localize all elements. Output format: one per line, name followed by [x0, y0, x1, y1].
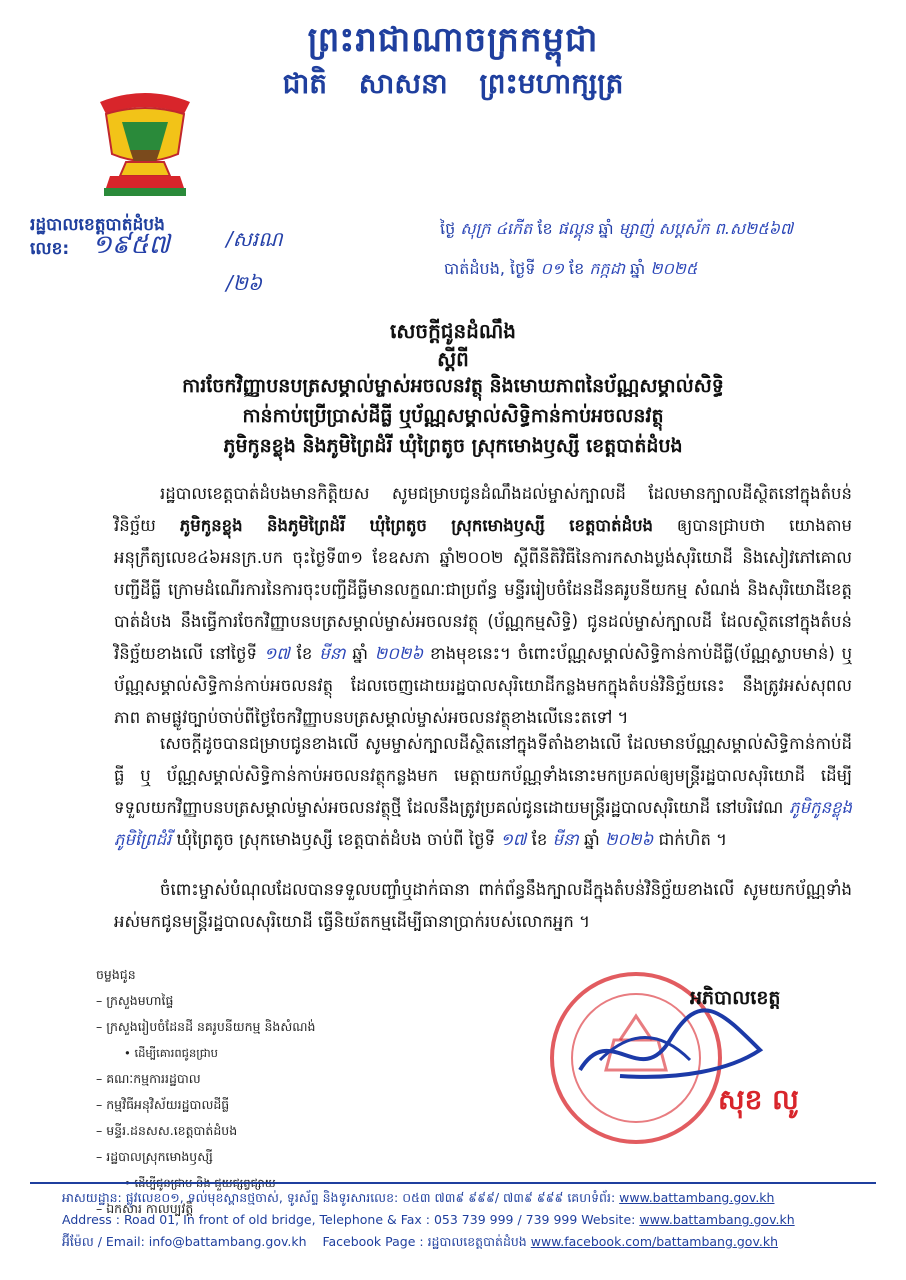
body-paragraph-1	[114, 478, 852, 734]
cc-item-label: គណៈកម្មការរដ្ឋបាល	[106, 1071, 201, 1086]
cc-subnote-label: ដើម្បីគោរពជូនជ្រាប	[134, 1046, 218, 1060]
start-year-label: ឆ្នាំ	[584, 830, 600, 849]
website-link[interactable]: www.battambang.gov.kh	[619, 1190, 775, 1205]
buddhist-era: ព.ស២៥៦៧	[714, 219, 794, 238]
cc-item: – មន្ទីរ.ដនសស.ខេត្តបាត់ដំបង	[96, 1123, 238, 1138]
distribution-month: មីនា	[319, 644, 346, 663]
reference-year: /២៦	[226, 271, 263, 295]
paragraph-1-location: ភូមិកូនខ្លុង និងភូមិព្រៃដំរី ឃុំព្រៃតូច ស្រុកមោងឫស្សី ខេត្តបាត់ដំបង	[179, 516, 654, 535]
lunar-date-prefix: ថ្ងៃ	[440, 219, 456, 238]
solar-month: កក្កដា	[589, 259, 625, 278]
footer-address-english-text: Address : Road 01, In front of old bridge, Telephone & Fax : 053 739 999 / 739 999 Website:	[62, 1212, 636, 1227]
cc-item-label: កម្មវិធីអនុវិស័យរដ្ឋបាលដីធ្លី	[106, 1097, 230, 1112]
solar-year: ២០២៥	[650, 259, 698, 278]
cc-item-label: មន្ទីរ.ដនសស.ខេត្តបាត់ដំបង	[106, 1123, 238, 1138]
email-link[interactable]: info@battambang.gov.kh	[148, 1234, 307, 1249]
solar-year-label: ឆ្នាំ	[630, 259, 646, 278]
lunar-year-label: ឆ្នាំ	[598, 219, 614, 238]
paragraph-2-location: ឃុំព្រៃតូច ស្រុកមោងឫស្សី ខេត្តបាត់ដំបង ចាប់ពី ថ្ងៃទី	[176, 830, 496, 849]
lunar-year: ម្សាញ់ សប្តស័ក	[618, 219, 710, 238]
start-month-label: ខែ	[531, 830, 548, 849]
reference-suffix: /សរណ	[226, 227, 283, 251]
solar-date-prefix: បាត់ដំបង, ថ្ងៃទី	[444, 259, 536, 278]
distribution-year: ២០២៦	[374, 644, 424, 663]
cc-heading: ចម្លងជូន	[96, 967, 136, 982]
cc-item: – ក្រសួងមហាផ្ទៃ	[96, 993, 174, 1008]
reference-number: ១៩៥៧	[92, 230, 170, 260]
facebook-link[interactable]: www.facebook.com/battambang.gov.kh	[530, 1234, 779, 1249]
footer-address-khmer-text: អាសយដ្ឋាន: ផ្លូវលេខ០១, ទល់មុខស្ពានថ្មចាស់, ទូរស័ព្ទ និងទូរសារលេខ: ០៥៣ ៧៣៩ ៩៩៩/ ៧៣៩ ៩៩៩ គេហទំព័រ:	[62, 1190, 616, 1205]
lunar-month-label: ខែ	[537, 219, 553, 238]
lunar-month: ផល្គុន	[557, 219, 594, 238]
start-year: ២០២៦	[604, 830, 654, 849]
lunar-day: សុក្រ ៤កើត	[460, 219, 533, 238]
start-day: ១៧	[500, 830, 527, 849]
solar-month-label: ខែ	[569, 259, 585, 278]
paragraph-2-end: ជាក់ហិត ។	[658, 830, 728, 849]
footer-address-english	[62, 1212, 795, 1227]
facebook-label: Facebook Page : រដ្ឋបាលខេត្តបាត់ដំបង	[322, 1234, 527, 1249]
distribution-month-label: ខែ	[296, 644, 313, 663]
website-link[interactable]: www.battambang.gov.kh	[639, 1212, 795, 1227]
paragraph-1-intro: រដ្ឋបាលខេត្តបាត់ដំបងមានកិត្តិយស សូមជម្រាបជូនដំណឹងដល់ម្ចាស់ក្បាលដី ដែលមានក្បាលដីស្ថិតនៅក្នុងតំបន់វិនិច្ឆ័យ	[114, 484, 852, 535]
cc-item-label: ក្រសួងមហាផ្ទៃ	[106, 993, 174, 1008]
paragraph-1-conclusion: ខាងមុខនេះ។ ចំពោះប័ណ្ណសម្គាល់សិទ្ធិកាន់កាប់ដីធ្លី(ប័ណ្ណស្លាបមាន់) ឬ ប័ណ្ណសម្គាល់សិទ្ធិកាន់កាប់អចលនវត្ថុ ដែលចេញដោយរដ្ឋបាលសុរិយោដីកន្លងមកក្នុងតំបន់វិនិច្ឆ័យនេះ នឹងត្រូវអស់សុពលភាព តាមផ្លូវច្បាប់ចាប់ពីថ្ងៃចែកវិញ្ញាបនបត្រសម្គាល់ម្ចាស់អចលនវត្ថុខាងលើនេះតទៅ ។	[114, 644, 853, 727]
cc-item-label: រដ្ឋបាលស្រុកមោងឫស្សី	[106, 1149, 213, 1164]
paragraph-2-main: សេចក្តីដូចបានជម្រាបជូនខាងលើ សូមម្ចាស់ក្បាលដីស្ថិតនៅក្នុងទីតាំងខាងលើ ដែលមានប័ណ្ណសម្គាល់សិទ្ធិកាន់កាប់ដីធ្លី ឬ ប័ណ្ណសម្គាល់សិទ្ធិកាន់កាប់អចលនវត្ថុកន្លងមក មេត្តាយកប័ណ្ណទាំងនោះមកប្រគល់ឲ្យមន្ត្រីរដ្ឋបាលសុរិយោដី ដើម្បីទទួលយកវិញ្ញាបនបត្រសម្គាល់ម្ចាស់អចលនវត្ថុថ្មី ដែលនឹងត្រូវប្រគល់ជូនដោយមន្ត្រីរដ្ឋបាលសុរិយោដី នៅបរិវេណ	[114, 734, 852, 817]
issuing-authority: រដ្ឋបាលខេត្តបាត់ដំបង	[30, 215, 165, 235]
notice-title: សេចក្តីជូនដំណឹង	[390, 319, 516, 343]
lunar-date-line	[440, 218, 793, 242]
distribution-day: ១៧	[263, 644, 290, 663]
signatory-title: អភិបាលខេត្ត	[690, 987, 781, 1009]
cc-item: – រដ្ឋបាលស្រុកមោងឫស្សី	[96, 1149, 213, 1164]
email-label: អ៊ីម៉ែល / Email:	[62, 1234, 145, 1249]
reference-label: លេខ:	[30, 239, 70, 259]
notice-subject-label: ស្តីពី	[437, 347, 469, 371]
solar-day: ០១	[540, 259, 564, 278]
body-paragraph-3: ចំពោះម្ចាស់បំណុលដែលបានទទួលបញ្ចាំឬដាក់ធានា ពាក់ព័ន្ធនឹងក្បាលដីក្នុងតំបន់វិនិច្ឆ័យខាងលើ សូមយកប័ណ្ណទាំងអស់មកជូនមន្ត្រីរដ្ឋបាលសុរិយោដី ធ្វើនិយ័តកម្មដើម្បីធានាប្រាក់របស់លោកអ្នក ។	[114, 880, 852, 931]
cc-item-label: ឯកសារ កាលប្បវត្តិ	[106, 1201, 194, 1216]
distribution-year-label: ឆ្នាំ	[352, 644, 368, 663]
national-motto: ជាតិ សាសនា ព្រះមហាក្សត្រ	[282, 67, 624, 100]
footer-divider	[30, 1182, 876, 1184]
cc-item: – គណៈកម្មការរដ្ឋបាល	[96, 1071, 201, 1086]
cc-item: – ក្រសួងរៀបចំដែនដី នគរូបនីយកម្ម និងសំណង់	[96, 1019, 316, 1034]
notice-subject-line-1: ការចែកវិញ្ញាបនបត្រសម្គាល់ម្ចាស់អចលនវត្ថុ និងមោឃភាពនៃប័ណ្ណសម្គាល់សិទ្ធិ	[182, 375, 724, 397]
cc-item: – ឯកសារ កាលប្បវត្តិ	[96, 1201, 194, 1216]
footer-address-khmer	[62, 1190, 774, 1209]
distribution-place: ភូមិកូនខ្លុង ភូមិព្រៃដំរី	[114, 798, 853, 849]
cc-item-label: ក្រសួងរៀបចំដែនដី នគរូបនីយកម្ម និងសំណង់	[106, 1019, 316, 1034]
cc-item: – កម្មវិធីអនុវិស័យរដ្ឋបាលដីធ្លី	[96, 1097, 230, 1112]
signatory-name: សុខ លូ	[718, 1083, 799, 1116]
kingdom-heading: ព្រះរាជាណាចក្រកម្ពុជា	[307, 20, 599, 60]
notice-subject-line-3: ភូមិកូនខ្លុង និងភូមិព្រៃដំរី ឃុំព្រៃតូច ស្រុកមោងឫស្សី ខេត្តបាត់ដំបង	[223, 435, 683, 457]
notice-subject-line-2: កាន់កាប់ប្រើប្រាស់ដីធ្លី ឬប័ណ្ណសម្គាល់សិទ្ធិកាន់កាប់អចលនវត្ថុ	[242, 405, 664, 427]
cc-subnote: • ដើម្បីគោរពជូនជ្រាប	[124, 1046, 218, 1060]
footer-contact	[62, 1234, 778, 1253]
province-emblem-icon	[86, 92, 204, 202]
body-paragraph-2	[114, 728, 852, 856]
start-month: មីនា	[552, 830, 579, 849]
solar-date-line	[444, 258, 697, 282]
paragraph-1-main: ឲ្យបានជ្រាបថា យោងតាមអនុក្រឹត្យលេខ៤៦អនក្រ.បក ចុះថ្ងៃទី៣១ ខែឧសភា ឆ្នាំ២០០២ ស្តីពីនីតិវិធីនៃការកសាងប្លង់សុរិយោដី និងសៀវភៅគោលបញ្ជីដីធ្លី ក្រោមដំណើរការនៃការចុះបញ្ជីដីធ្លីមានលក្ខណៈជាប្រព័ន្ធ មន្ទីររៀបចំដែនដីនគរូបនីយកម្ម សំណង់ និងសុរិយោដីខេត្តបាត់ដំបង នឹងធ្វើការចែកវិញ្ញាបនបត្រសម្គាល់ម្ចាស់អចលនវត្ថុ (ប័ណ្ណកម្មសិទ្ធិ) ជូនដល់ម្ចាស់ក្បាលដី ដែលស្ថិតនៅក្នុងតំបន់វិនិច្ឆ័យខាងលើ នៅថ្ងៃទី	[114, 516, 852, 663]
